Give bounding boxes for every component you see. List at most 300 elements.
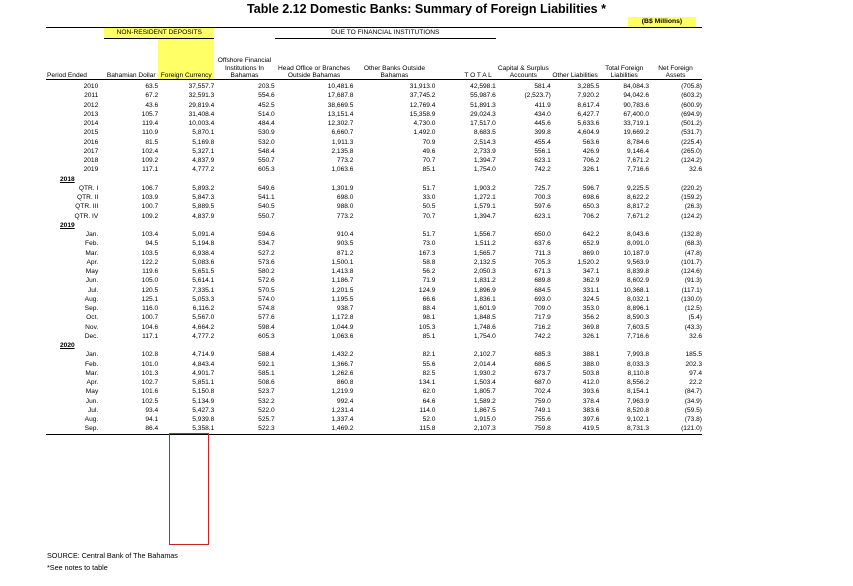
- value-cell: 570.5: [258, 286, 275, 294]
- value-cell: 383.6: [582, 406, 600, 414]
- bahamian-dollar-header: Bahamian Dollar: [104, 39, 158, 80]
- value-cell: 523.7: [258, 388, 275, 396]
- value-cell: 705.3: [534, 258, 551, 266]
- value-cell: 7,716.6: [627, 166, 650, 174]
- value-cell: 1,867.5: [473, 406, 496, 414]
- value-cell: 73.0: [422, 240, 436, 248]
- value-cell: 101.0: [141, 360, 159, 368]
- value-cell: 66.6: [422, 295, 436, 303]
- table-row: [46, 360, 702, 369]
- period-cell: QTR. III: [75, 203, 99, 211]
- period-cell: QTR. I: [78, 184, 99, 192]
- value-cell: 33.0: [422, 194, 436, 201]
- period-cell: Jul.: [87, 406, 99, 414]
- footnote: *See notes to table: [47, 563, 108, 572]
- table-row: [46, 369, 702, 378]
- offshore-header: Offshore Financial Institutions In Bahamas: [214, 28, 274, 80]
- source-note: SOURCE: Central Bank of The Bahamas: [47, 551, 178, 560]
- table-row: [46, 304, 702, 313]
- value-cell: 700.3: [534, 194, 551, 201]
- due-to-fi-header: DUE TO FINANCIAL INSTITUTIONS: [275, 28, 496, 39]
- value-cell: 326.1: [582, 332, 600, 340]
- value-cell: (43.3): [684, 323, 702, 331]
- period-cell: Jan.: [85, 351, 99, 359]
- value-cell: 369.8: [582, 323, 600, 331]
- value-cell: 2,102.7: [473, 351, 496, 359]
- value-cell: 5,651.5: [192, 268, 215, 275]
- value-cell: 100.7: [141, 314, 159, 322]
- value-cell: 759.8: [496, 424, 551, 434]
- value-cell: 6,660.7: [331, 129, 354, 137]
- value-cell: 706.2: [582, 157, 600, 164]
- table-row: [46, 424, 702, 434]
- value-cell: 85.1: [422, 332, 436, 340]
- value-cell: 70.9: [422, 138, 436, 146]
- value-cell: 592.1: [258, 360, 275, 368]
- value-cell: 706.2: [582, 212, 600, 220]
- value-cell: 10,368.1: [623, 286, 650, 294]
- value-cell: (84.7): [684, 388, 702, 396]
- period-cell: Jun.: [85, 397, 99, 405]
- value-cell: (12.5): [684, 305, 702, 312]
- table-row: [46, 184, 702, 193]
- period-cell: Oct.: [86, 314, 99, 322]
- value-cell: 8,839.8: [627, 268, 650, 275]
- value-cell: 1,063.6: [331, 166, 354, 174]
- value-cell: 331.1: [582, 286, 600, 294]
- period-cell: 2020: [60, 342, 75, 349]
- period-cell: Aug.: [84, 416, 99, 423]
- value-cell: 671.3: [534, 268, 551, 275]
- table-row: [46, 165, 702, 174]
- value-cell: 185.5: [685, 351, 702, 359]
- value-cell: [158, 341, 214, 350]
- period-cell: 2012: [83, 101, 99, 109]
- value-cell: 1,063.6: [331, 332, 354, 340]
- period-cell: Jun.: [85, 277, 99, 285]
- value-cell: 685.3: [534, 351, 551, 359]
- value-cell: (91.3): [684, 277, 702, 285]
- value-cell: (117.1): [681, 286, 702, 294]
- period-cell: Sep.: [46, 424, 104, 434]
- value-cell: 1,930.2: [473, 369, 496, 377]
- value-cell: 541.1: [258, 194, 275, 201]
- value-cell: [496, 175, 551, 184]
- value-cell: 8,622.2: [627, 194, 650, 201]
- value-cell: [353, 221, 435, 230]
- other-liabilities-header: Other Liabilities: [551, 39, 600, 80]
- value-cell: 33,719.1: [623, 120, 650, 127]
- value-cell: 388.1: [582, 351, 600, 359]
- value-cell: 8,731.3: [599, 424, 649, 434]
- value-cell: (159.2): [681, 194, 702, 201]
- value-cell: 94.5: [145, 240, 159, 248]
- value-cell: 125.1: [141, 295, 159, 303]
- value-cell: 4,777.2: [192, 332, 215, 340]
- value-cell: 598.4: [258, 323, 275, 331]
- value-cell: 22.2: [689, 379, 702, 386]
- value-cell: 1,301.9: [331, 184, 354, 192]
- value-cell: 353.0: [582, 305, 600, 312]
- value-cell: 1,172.8: [331, 314, 354, 322]
- value-cell: [275, 175, 354, 184]
- value-cell: 167.3: [418, 249, 436, 257]
- year-header-row: [46, 221, 702, 230]
- value-cell: 1,903.2: [473, 184, 496, 192]
- value-cell: 623.1: [534, 212, 551, 220]
- value-cell: 5,889.5: [192, 203, 215, 211]
- value-cell: 484.4: [258, 120, 275, 127]
- value-cell: 650.0: [534, 231, 551, 238]
- value-cell: 70.7: [422, 157, 436, 164]
- year-header-row: [46, 175, 702, 184]
- value-cell: 525.7: [258, 416, 275, 423]
- value-cell: 6,427.7: [577, 110, 600, 118]
- value-cell: 10,481.6: [327, 83, 354, 90]
- table-row: [46, 212, 702, 221]
- year-header-row: [46, 341, 702, 350]
- value-cell: 5,327.1: [192, 147, 215, 155]
- period-cell: Apr.: [86, 379, 99, 386]
- value-cell: 1,565.7: [473, 249, 496, 257]
- value-cell: 13,151.4: [327, 110, 354, 118]
- value-cell: 9,225.5: [627, 184, 650, 192]
- value-cell: 992.4: [336, 397, 354, 405]
- value-cell: 5,150.8: [192, 388, 215, 396]
- value-cell: 605.3: [258, 166, 275, 174]
- value-cell: 534.7: [258, 240, 275, 248]
- value-cell: 556.1: [534, 147, 551, 155]
- value-cell: 8,043.6: [627, 231, 650, 238]
- value-cell: 97.4: [689, 369, 702, 377]
- value-cell: [158, 221, 214, 230]
- value-cell: 1,831.2: [473, 277, 496, 285]
- value-cell: 5,939.8: [192, 416, 215, 423]
- value-cell: 67,400.0: [623, 110, 650, 118]
- value-cell: [104, 341, 158, 350]
- value-cell: [353, 341, 435, 350]
- value-cell: 8,032.1: [627, 295, 650, 303]
- value-cell: 1,836.1: [473, 295, 496, 303]
- value-cell: 1,413.8: [331, 268, 354, 275]
- value-cell: 55,987.6: [470, 92, 496, 100]
- value-cell: 5,134.9: [192, 397, 215, 405]
- value-cell: 2,733.9: [473, 147, 496, 155]
- value-cell: 1,219.9: [331, 388, 354, 396]
- value-cell: 202.3: [685, 360, 702, 368]
- value-cell: 86.4: [104, 424, 158, 434]
- value-cell: 1,589.2: [473, 397, 496, 405]
- value-cell: 2,014.4: [473, 360, 496, 368]
- value-cell: 109.2: [141, 157, 159, 164]
- table-row: [46, 350, 702, 359]
- value-cell: 5,169.8: [192, 138, 215, 146]
- table-row: [46, 91, 702, 100]
- value-cell: 580.2: [258, 268, 275, 275]
- table-body: [46, 80, 702, 435]
- value-cell: 1,520.2: [577, 258, 600, 266]
- period-cell: Aug.: [84, 295, 99, 303]
- value-cell: 716.2: [534, 323, 551, 331]
- value-cell: (124.6): [681, 268, 702, 275]
- value-cell: (265.0): [681, 147, 702, 155]
- value-cell: 759.0: [534, 397, 551, 405]
- value-cell: 326.1: [582, 166, 600, 174]
- value-cell: 43.6: [145, 101, 159, 109]
- value-cell: 58.8: [422, 258, 436, 266]
- value-cell: [551, 175, 600, 184]
- value-cell: 109.2: [141, 212, 159, 220]
- value-cell: 124.9: [418, 286, 436, 294]
- value-cell: 105.7: [141, 110, 159, 118]
- value-cell: (225.4): [681, 138, 702, 146]
- total-header: T O T A L: [435, 39, 495, 80]
- highlight-box: [169, 433, 209, 545]
- value-cell: 8,033.3: [627, 360, 650, 368]
- value-cell: (59.5): [684, 406, 702, 414]
- value-cell: 105.3: [418, 323, 436, 331]
- table-row: [46, 128, 702, 137]
- value-cell: (220.2): [681, 184, 702, 192]
- value-cell: 1,579.1: [473, 203, 496, 211]
- value-cell: 4,843.4: [192, 360, 215, 368]
- value-cell: 324.5: [582, 295, 600, 303]
- value-cell: 530.9: [258, 129, 275, 137]
- value-cell: 114.0: [419, 406, 436, 414]
- value-cell: 347.1: [582, 268, 600, 275]
- period-cell: May: [85, 388, 99, 396]
- value-cell: 5,851.1: [192, 379, 215, 386]
- value-cell: 749.1: [534, 406, 551, 414]
- value-cell: 1,469.2: [275, 424, 354, 434]
- period-cell: Apr.: [86, 258, 99, 266]
- value-cell: 82.1: [422, 351, 436, 359]
- value-cell: 434.0: [534, 110, 551, 118]
- value-cell: [104, 221, 158, 230]
- value-cell: 684.5: [534, 286, 551, 294]
- value-cell: 7,993.8: [627, 351, 650, 359]
- value-cell: 597.6: [534, 203, 551, 211]
- value-cell: 17,517.0: [470, 120, 496, 127]
- value-cell: 103.4: [141, 231, 159, 238]
- value-cell: 81.5: [145, 138, 159, 146]
- value-cell: 93.4: [145, 406, 159, 414]
- value-cell: 711.3: [534, 249, 551, 257]
- value-cell: 7,335.1: [192, 286, 215, 294]
- value-cell: 5,567.0: [192, 314, 215, 322]
- value-cell: 903.5: [336, 240, 354, 248]
- value-cell: 388.0: [582, 360, 600, 368]
- value-cell: 742.2: [534, 166, 551, 174]
- value-cell: 445.6: [534, 120, 551, 127]
- value-cell: 104.6: [141, 323, 159, 331]
- value-cell: 67.2: [145, 92, 159, 100]
- value-cell: 2,135.8: [331, 147, 354, 155]
- value-cell: 698.6: [582, 194, 600, 201]
- value-cell: 1,915.0: [473, 416, 496, 423]
- table-row: [46, 202, 702, 211]
- value-cell: (5.4): [688, 314, 702, 322]
- period-cell: QTR. II: [77, 194, 99, 201]
- value-cell: (121.0): [649, 424, 702, 434]
- value-cell: 563.6: [582, 138, 600, 146]
- value-cell: [435, 221, 495, 230]
- value-cell: 51,891.3: [470, 101, 496, 109]
- value-cell: 51.7: [422, 184, 436, 192]
- value-cell: 102.7: [141, 379, 159, 386]
- value-cell: 5,083.6: [192, 258, 215, 266]
- value-cell: 773.2: [336, 212, 354, 220]
- period-cell: 2011: [84, 92, 99, 100]
- value-cell: 6,938.4: [192, 249, 215, 257]
- value-cell: 115.8: [353, 424, 435, 434]
- table-row: [46, 119, 702, 128]
- value-cell: 117.1: [142, 332, 159, 340]
- value-cell: [551, 221, 600, 230]
- value-cell: 103.9: [141, 194, 159, 201]
- value-cell: 4,664.2: [192, 323, 215, 331]
- value-cell: 773.2: [336, 157, 354, 164]
- value-cell: 702.4: [534, 388, 551, 396]
- value-cell: (531.7): [681, 129, 702, 137]
- value-cell: 2,050.3: [473, 268, 496, 275]
- period-cell: 2018: [60, 175, 75, 183]
- value-cell: 102.5: [141, 397, 159, 405]
- value-cell: 4,604.9: [577, 129, 600, 137]
- value-cell: 605.3: [258, 332, 275, 340]
- value-cell: 988.0: [336, 203, 354, 211]
- value-cell: 548.4: [258, 147, 275, 155]
- value-cell: 573.6: [258, 258, 275, 266]
- value-cell: 17,687.8: [327, 92, 354, 100]
- value-cell: 687.0: [534, 379, 551, 386]
- value-cell: 503.8: [582, 369, 600, 377]
- value-cell: (101.7): [681, 258, 702, 266]
- value-cell: (600.9): [681, 101, 702, 109]
- value-cell: 725.7: [534, 184, 551, 192]
- value-cell: 938.7: [336, 305, 354, 312]
- value-cell: 116.0: [142, 305, 159, 312]
- period-ended-header: Period Ended: [46, 39, 104, 80]
- value-cell: 522.0: [258, 406, 275, 414]
- period-cell: Dec.: [84, 332, 99, 340]
- value-cell: [435, 341, 495, 350]
- table-row: [46, 397, 702, 406]
- value-cell: 55.6: [422, 360, 436, 368]
- table-row: [46, 313, 702, 322]
- period-cell: 2010: [83, 83, 99, 90]
- value-cell: 1,754.0: [473, 166, 496, 174]
- value-cell: 51.7: [422, 231, 436, 238]
- value-cell: 871.2: [336, 249, 354, 257]
- value-cell: 9,102.1: [627, 416, 650, 423]
- value-cell: 29,819.4: [188, 101, 215, 109]
- value-cell: 62.0: [422, 388, 436, 396]
- value-cell: 522.3: [214, 424, 274, 434]
- value-cell: 8,683.5: [473, 129, 496, 137]
- period-cell: 2017: [83, 147, 99, 155]
- table-row: [46, 101, 702, 110]
- value-cell: (2,523.7): [524, 92, 551, 100]
- value-cell: 12,769.4: [409, 101, 436, 109]
- value-cell: [158, 175, 214, 184]
- value-cell: 101.3: [141, 369, 159, 377]
- value-cell: 5,427.3: [192, 406, 215, 414]
- value-cell: 19,669.2: [623, 129, 650, 137]
- value-cell: [649, 341, 702, 350]
- value-cell: 9,146.4: [627, 147, 650, 155]
- value-cell: (603.2): [681, 92, 702, 100]
- value-cell: 5,633.6: [577, 120, 600, 127]
- value-cell: [599, 341, 649, 350]
- value-cell: 94.1: [145, 416, 159, 423]
- value-cell: 709.0: [534, 305, 551, 312]
- value-cell: 5,614.1: [192, 277, 215, 285]
- value-cell: [599, 221, 649, 230]
- value-cell: [214, 175, 274, 184]
- value-cell: 588.4: [258, 351, 275, 359]
- value-cell: 1,492.0: [413, 129, 436, 137]
- value-cell: [599, 175, 649, 184]
- value-cell: 1,044.9: [331, 323, 354, 331]
- table-row: [46, 406, 702, 415]
- value-cell: 1,503.4: [473, 379, 496, 386]
- table-row: [46, 267, 702, 276]
- value-cell: (73.8): [684, 416, 702, 423]
- value-cell: 585.1: [258, 369, 275, 377]
- value-cell: (694.9): [681, 110, 702, 118]
- value-cell: 1,337.4: [331, 416, 354, 423]
- value-cell: 1,366.7: [331, 360, 354, 368]
- value-cell: 1,195.5: [331, 295, 354, 303]
- value-cell: 70.7: [422, 212, 436, 220]
- value-cell: (132.8): [681, 231, 702, 238]
- value-cell: 2,107.3: [435, 424, 495, 434]
- total-foreign-liabilities-header: Total Foreign Liabilities: [599, 39, 649, 80]
- value-cell: [649, 175, 702, 184]
- value-cell: 4,901.7: [192, 369, 215, 377]
- value-cell: 8,817.2: [627, 203, 650, 211]
- value-cell: 117.1: [142, 166, 159, 174]
- value-cell: 120.5: [141, 286, 159, 294]
- value-cell: 32.6: [689, 332, 702, 340]
- value-cell: 1,556.7: [473, 231, 496, 238]
- value-cell: 110.9: [142, 129, 159, 137]
- value-cell: 574.8: [258, 305, 275, 312]
- value-cell: (705.8): [681, 83, 702, 90]
- value-cell: 10,187.9: [623, 249, 650, 257]
- value-cell: 698.0: [336, 194, 354, 201]
- value-cell: 689.8: [534, 277, 551, 285]
- value-cell: 37,745.2: [409, 92, 436, 100]
- foreign-currency-header: Foreign Currency: [158, 39, 214, 80]
- value-cell: 8,590.3: [627, 314, 650, 322]
- value-cell: 554.6: [258, 92, 275, 100]
- value-cell: 32,591.3: [188, 92, 215, 100]
- value-cell: 581.4: [534, 83, 551, 90]
- value-cell: 860.8: [336, 379, 354, 386]
- value-cell: 550.7: [258, 157, 275, 164]
- table-row: [46, 415, 702, 424]
- value-cell: 869.0: [582, 249, 600, 257]
- period-cell: Mar.: [85, 369, 99, 377]
- value-cell: 1,262.6: [331, 369, 354, 377]
- value-cell: 4,714.9: [192, 351, 215, 359]
- period-cell: Jan.: [85, 231, 99, 238]
- table-row: [46, 323, 702, 332]
- value-cell: 31,913.0: [409, 83, 436, 90]
- value-cell: 8,110.8: [627, 369, 650, 377]
